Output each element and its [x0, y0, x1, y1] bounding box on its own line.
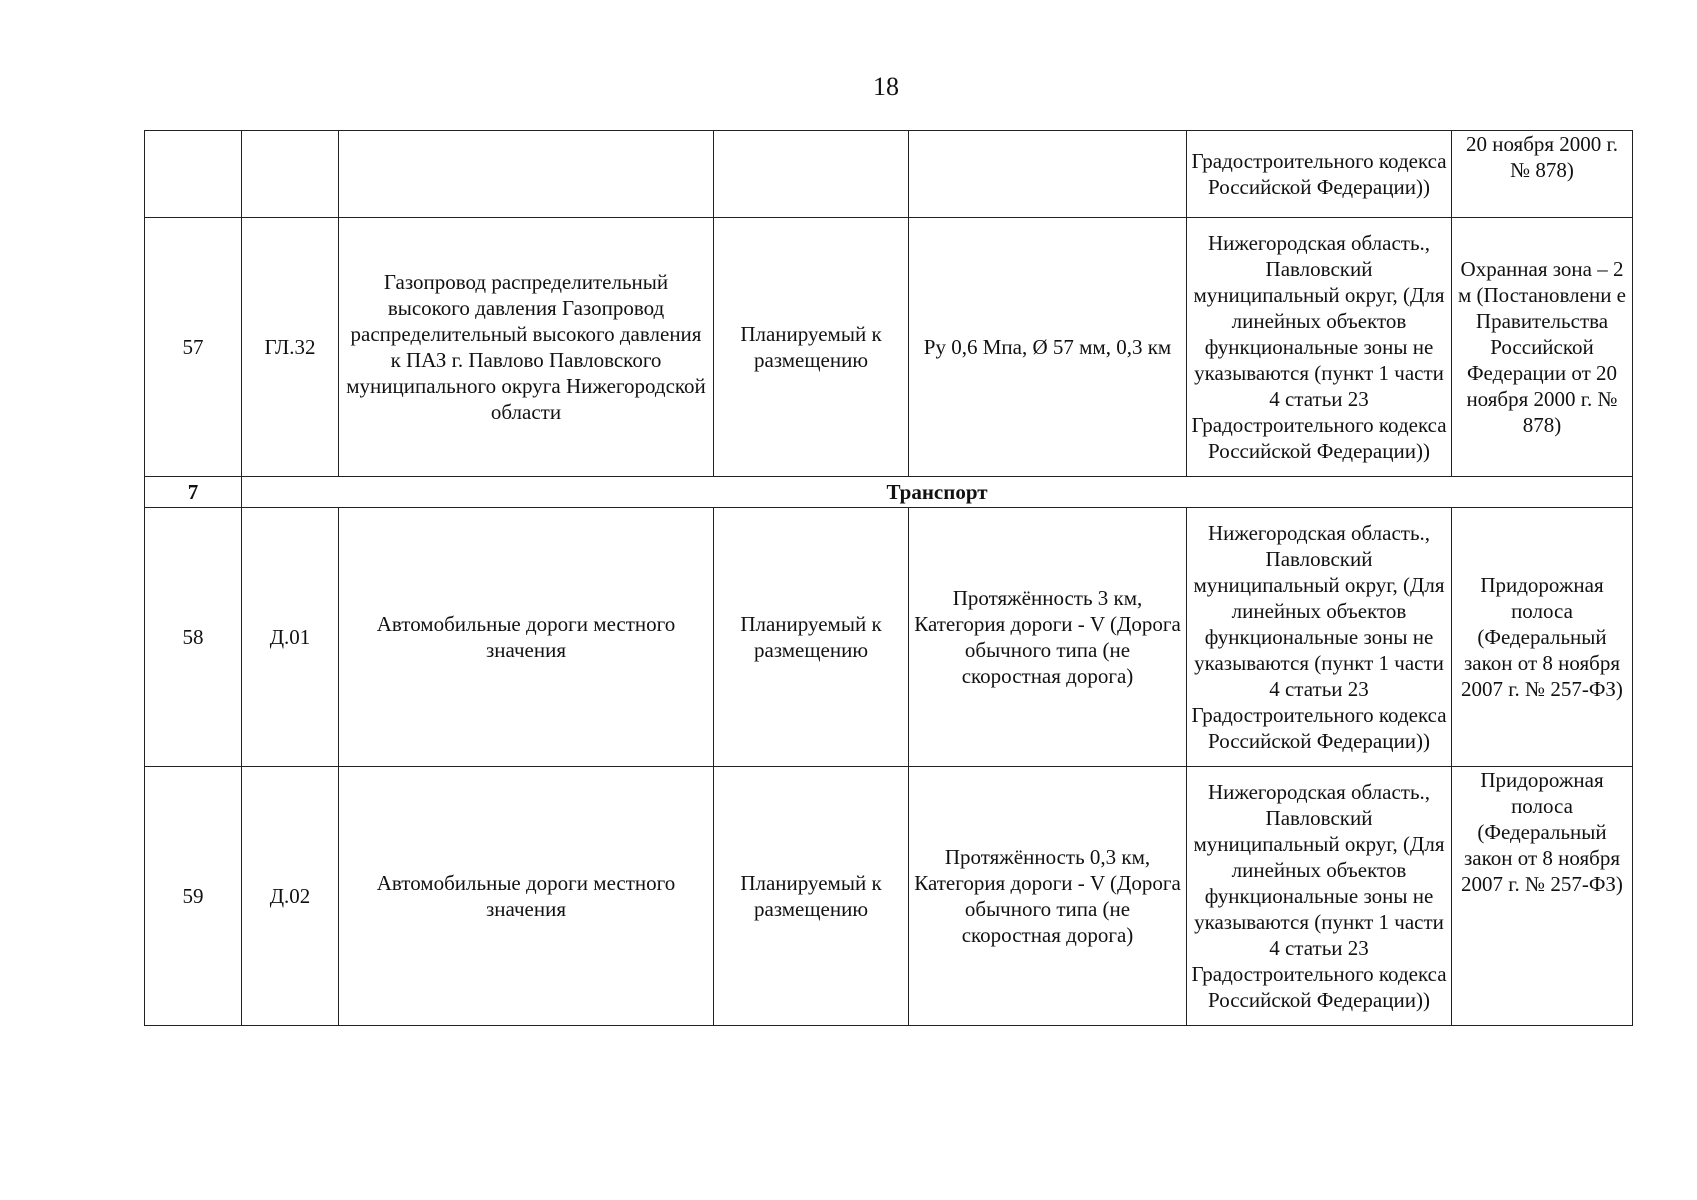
- cell-zone: Придорожная полоса (Федеральный закон от 8 ноября 2007 г. № 257-ФЗ): [1452, 767, 1633, 1026]
- objects-table: [144, 130, 1633, 1026]
- cell-code: Д.02: [242, 767, 339, 1026]
- cell-num: 58: [145, 508, 242, 767]
- cell-name: Автомобильные дороги местного значения: [339, 767, 714, 1026]
- cell-code: [242, 131, 339, 218]
- section-title: Транспорт: [242, 477, 1633, 508]
- cell-zone: Охранная зона – 2 м (Постановлени е Правительства Российской Федерации от 20 ноября 2000 г. № 878): [1452, 218, 1633, 477]
- cell-zone: 20 ноября 2000 г. № 878): [1452, 131, 1633, 218]
- cell-name: Автомобильные дороги местного значения: [339, 508, 714, 767]
- cell-characteristics: Протяжённость 0,3 км, Категория дороги - V (Дорога обычного типа (не скоростная дорога): [909, 767, 1187, 1026]
- cell-num: 57: [145, 218, 242, 477]
- table-row: [145, 508, 1633, 767]
- cell-code: Д.01: [242, 508, 339, 767]
- cell-status: Планируемый к размещению: [714, 767, 909, 1026]
- cell-status: [714, 131, 909, 218]
- cell-characteristics: [909, 131, 1187, 218]
- cell-status: Планируемый к размещению: [714, 508, 909, 767]
- cell-name: [339, 131, 714, 218]
- cell-location: Нижегородская область., Павловский муниципальный округ, (Для линейных объектов функциональные зоны не указываются (пункт 1 части 4 статьи 23 Градостроительного кодекса Российской Федерации)): [1187, 767, 1452, 1026]
- page-number: 18: [873, 72, 899, 101]
- cell-num: [145, 131, 242, 218]
- cell-location: Градостроительного кодекса Российской Федерации)): [1187, 131, 1452, 218]
- table-row: [145, 218, 1633, 477]
- cell-location: Нижегородская область., Павловский муниципальный округ, (Для линейных объектов функциональные зоны не указываются (пункт 1 части 4 статьи 23 Градостроительного кодекса Российской Федерации)): [1187, 218, 1452, 477]
- cell-code: ГЛ.32: [242, 218, 339, 477]
- table-row: [145, 767, 1633, 1026]
- section-number: 7: [145, 477, 242, 508]
- cell-characteristics: Протяжённость 3 км, Категория дороги - V (Дорога обычного типа (не скоростная дорога): [909, 508, 1187, 767]
- table-row-continuation: [145, 131, 1633, 218]
- cell-num: 59: [145, 767, 242, 1026]
- cell-name: Газопровод распределительный высокого давления Газопровод распределительный высокого давления к ПАЗ г. Павлово Павловского муниципального округа Нижегородской области: [339, 218, 714, 477]
- cell-status: Планируемый к размещению: [714, 218, 909, 477]
- section-row: [145, 477, 1633, 508]
- cell-characteristics: Ру 0,6 Мпа, Ø 57 мм, 0,3 км: [909, 218, 1187, 477]
- cell-location: Нижегородская область., Павловский муниципальный округ, (Для линейных объектов функциональные зоны не указываются (пункт 1 части 4 статьи 23 Градостроительного кодекса Российской Федерации)): [1187, 508, 1452, 767]
- cell-zone: Придорожная полоса (Федеральный закон от 8 ноября 2007 г. № 257-ФЗ): [1452, 508, 1633, 767]
